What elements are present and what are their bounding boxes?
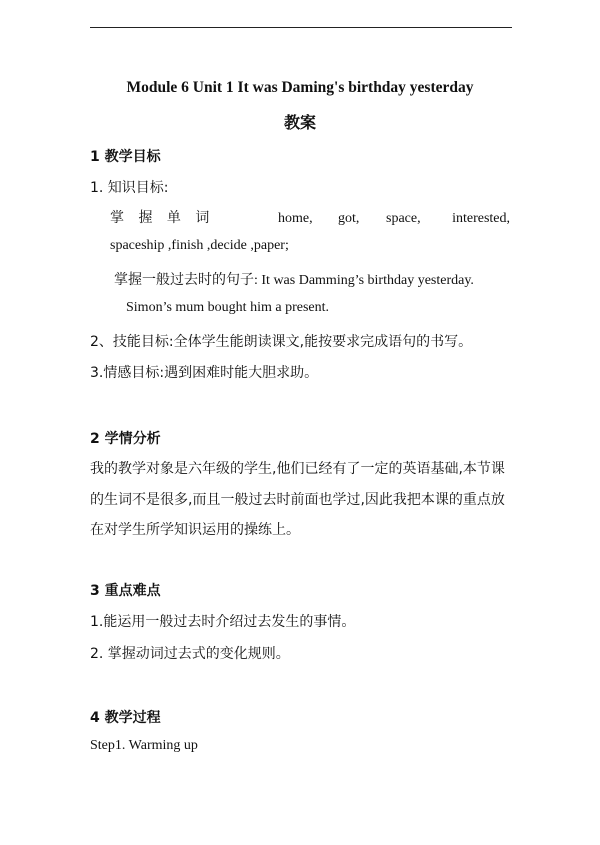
s3-item-2: 2. 掌握动词过去式的变化规则。 bbox=[90, 646, 290, 662]
section-4-heading: 4 教学过程 bbox=[90, 710, 161, 726]
s2-paragraph-line: 在对学生所学知识运用的操练上。 bbox=[90, 522, 300, 538]
grammar-sentence-2: Simon’s mum bought him a present. bbox=[126, 300, 329, 315]
vocab-continued: spaceship ,finish ,decide ,paper; bbox=[110, 238, 289, 253]
vocab-word: interested, bbox=[452, 211, 510, 226]
grammar-sentence-1: 掌握一般过去时的句子: It was Damming’s birthday yesterday. bbox=[114, 273, 474, 288]
top-rule bbox=[90, 27, 512, 28]
s1-item-3: 3.情感目标:遇到困难时能大胆求助。 bbox=[90, 365, 319, 381]
vocab-word: home, bbox=[278, 211, 313, 226]
page-subtitle: 教案 bbox=[283, 113, 316, 132]
s1-item-1: 1. 知识目标: bbox=[90, 180, 169, 196]
section-3-heading: 3 重点难点 bbox=[90, 583, 161, 599]
section-1-heading: 1 教学目标 bbox=[90, 149, 161, 165]
s2-paragraph-line: 我的教学对象是六年级的学生,他们已经有了一定的英语基础,本节课 bbox=[90, 461, 505, 477]
page-title: Module 6 Unit 1 It was Daming's birthday yesterday bbox=[126, 79, 474, 96]
vocab-word: got, bbox=[338, 211, 360, 226]
s1-item-2: 2、技能目标:全体学生能朗读课文,能按要求完成语句的书写。 bbox=[90, 334, 473, 350]
vocab-word: space, bbox=[386, 211, 421, 226]
section-2-heading: 2 学情分析 bbox=[90, 431, 161, 447]
s2-paragraph-line: 的生词不是很多,而且一般过去时前面也学过,因此我把本课的重点放 bbox=[90, 492, 505, 508]
s3-item-1: 1.能运用一般过去时介绍过去发生的事情。 bbox=[90, 614, 356, 630]
step-1: Step1. Warming up bbox=[90, 738, 198, 753]
vocab-row bbox=[110, 207, 510, 227]
vocab-label: 掌 握 单 词 bbox=[110, 210, 210, 226]
